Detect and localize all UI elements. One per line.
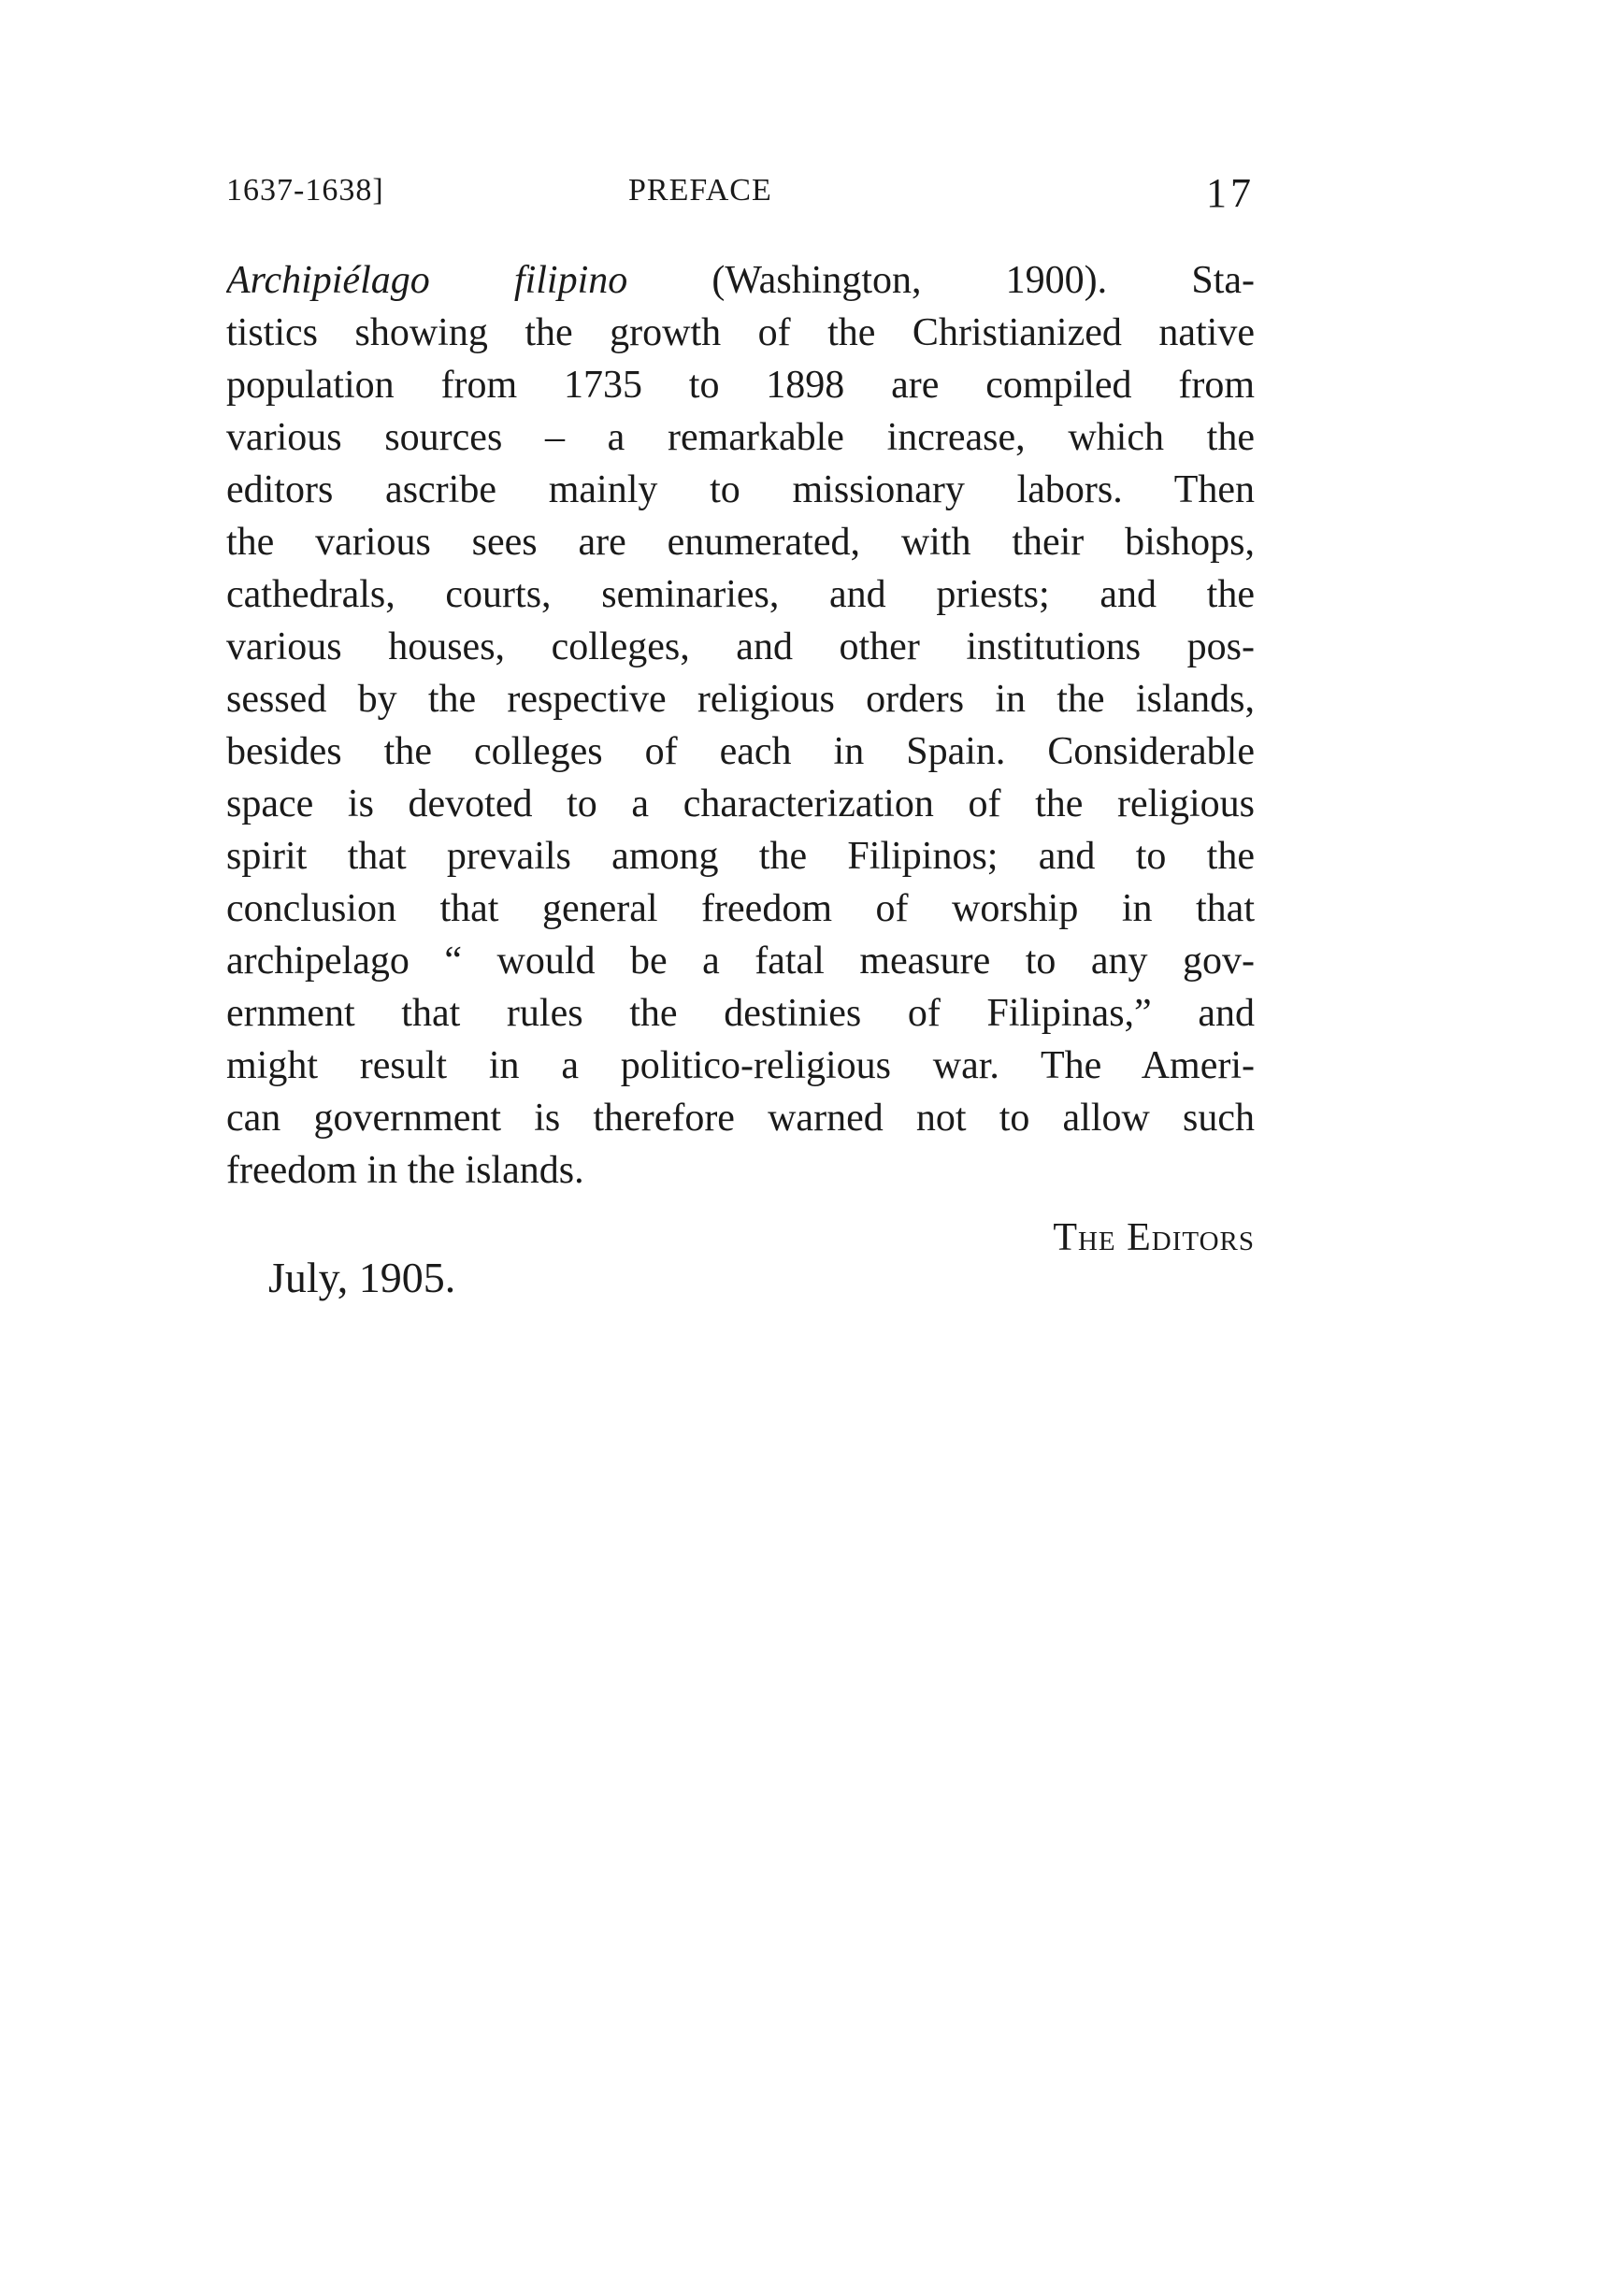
dateline: July, 1905. bbox=[268, 1254, 456, 1301]
text-line: ernment that rules the destinies of Filipinas,” and bbox=[226, 992, 1255, 1035]
text-line bbox=[226, 254, 1255, 307]
text-line: space is devoted to a characterization of the religious bbox=[226, 782, 1255, 825]
text-line: can government is therefore warned not to allow such bbox=[226, 1097, 1255, 1140]
text-line: sessed by the respective religious orders in the islands, bbox=[226, 678, 1255, 721]
body-text bbox=[226, 254, 1255, 1197]
text-line: might result in a politico-religious war. The Ameri- bbox=[226, 1044, 1255, 1087]
signature: The Editors bbox=[1053, 1216, 1255, 1259]
text-line: cathedrals, courts, seminaries, and priests; and the bbox=[226, 573, 1255, 616]
running-head-title: PREFACE bbox=[628, 173, 772, 208]
text-line: editors ascribe mainly to missionary labors. Then bbox=[226, 468, 1255, 511]
text-line: various sources – a remarkable increase, which the bbox=[226, 416, 1255, 459]
book-title: Archipiélago filipino bbox=[226, 259, 628, 302]
page-number: 17 bbox=[1206, 170, 1255, 216]
text-line: tistics showing the growth of the Christianized native bbox=[226, 311, 1255, 354]
text-line: spirit that prevails among the Filipinos; and to the bbox=[226, 835, 1255, 878]
text-line-rest: (Washington, 1900). Sta- bbox=[627, 259, 1255, 302]
text-line: conclusion that general freedom of worship in that bbox=[226, 887, 1255, 930]
text-line: besides the colleges of each in Spain. Considerable bbox=[226, 730, 1255, 773]
text-line: population from 1735 to 1898 are compiled from bbox=[226, 364, 1255, 407]
text-line: various houses, colleges, and other institutions pos- bbox=[226, 625, 1255, 668]
running-head-date-range: 1637-1638] bbox=[226, 173, 384, 208]
text-line: archipelago “ would be a fatal measure to any gov- bbox=[226, 940, 1255, 983]
text-line: the various sees are enumerated, with their bishops, bbox=[226, 521, 1255, 564]
text-line-last: freedom in the islands. bbox=[226, 1149, 584, 1192]
running-head bbox=[226, 170, 1255, 220]
